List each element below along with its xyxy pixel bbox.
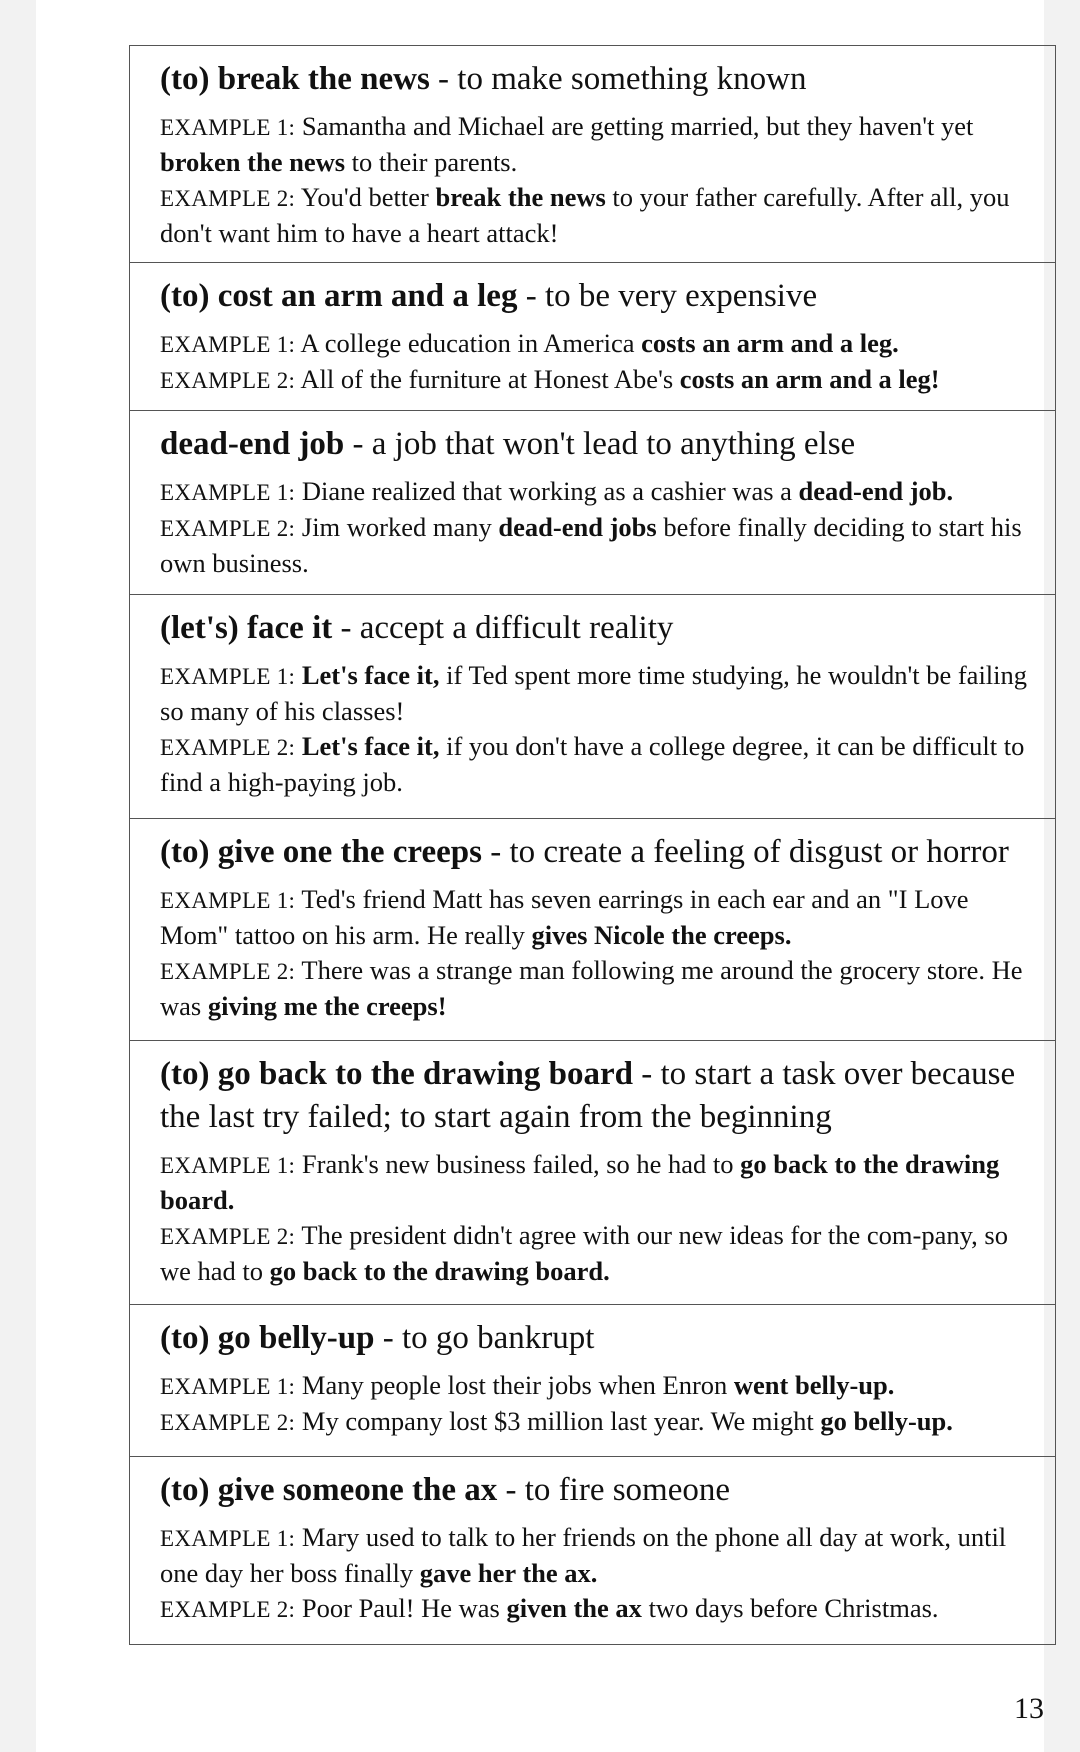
example-text: Many people lost their jobs when Enron [295, 1370, 734, 1400]
idiom-usage: gives Nicole the creeps. [531, 920, 792, 950]
example-text: two days before Christmas. [641, 1593, 939, 1623]
idiom-definition: - to create a feeling of disgust or horror [481, 834, 1009, 870]
idiom-usage: dead-end jobs [498, 512, 657, 542]
example-text: My company lost $3 million last year. We might [295, 1406, 821, 1436]
idiom-term: (to) go back to the drawing board [160, 1056, 634, 1092]
idiom-entry-break-the-news [130, 46, 1055, 262]
idiom-usage: broken the news [160, 147, 346, 177]
example-label: EXAMPLE 1: [160, 480, 296, 505]
example-2 [160, 362, 1041, 398]
example-label: EXAMPLE 1: [160, 1153, 296, 1178]
example-text: Samantha and Michael are getting married, but they haven't yet [295, 111, 974, 141]
example-2 [160, 953, 1041, 1024]
example-2 [160, 510, 1041, 581]
idiom-heading [160, 1317, 1041, 1360]
idiom-usage: go back to the drawing board. [269, 1256, 610, 1286]
idiom-entry-dead-end-job [130, 410, 1055, 594]
idiom-heading [160, 1053, 1041, 1139]
idiom-term: (to) go belly-up [160, 1320, 375, 1356]
example-text: All of the furniture at Honest Abe's [295, 364, 680, 394]
example-text [295, 731, 302, 761]
example-1 [160, 658, 1041, 729]
idiom-definition: - to fire someone [497, 1472, 731, 1508]
example-text: if Ted spent more time studying, he wouldn't be failing so many of his classes! [160, 660, 1028, 726]
example-text: if you don't have a college degree, it can be difficult to find a high-paying job. [160, 731, 1025, 797]
idiom-heading [160, 423, 1041, 466]
idiom-usage: break the news [435, 182, 606, 212]
idiom-usage: Let's face it, [301, 660, 440, 690]
example-1 [160, 326, 1041, 362]
example-label: EXAMPLE 2: [160, 368, 296, 393]
example-text: The president didn't agree with our new ideas for the com-pany, so we had to [160, 1220, 1008, 1286]
example-label: EXAMPLE 2: [160, 1597, 296, 1622]
example-label: EXAMPLE 2: [160, 959, 296, 984]
idiom-definition: - to make something known [429, 61, 807, 97]
example-text [295, 660, 302, 690]
example-label: EXAMPLE 1: [160, 664, 296, 689]
idiom-usage: dead-end job. [798, 476, 954, 506]
idiom-definition: - to start a task over because the last try failed; to start again from the beginning [160, 1056, 1016, 1135]
example-text: Mary used to talk to her friends on the phone all day at work, until one day her boss finally [160, 1522, 1007, 1588]
idiom-usage: costs an arm and a leg! [679, 364, 940, 394]
example-2 [160, 729, 1041, 800]
idiom-definition: - to be very expensive [517, 278, 818, 314]
idiom-definition: - accept a difficult reality [332, 610, 674, 646]
idiom-heading [160, 275, 1041, 318]
idiom-entry-cost-an-arm-and-a-leg [130, 262, 1055, 410]
idiom-heading [160, 607, 1041, 650]
idiom-term: (to) give someone the ax [160, 1472, 498, 1508]
idiom-usage: go back to the drawing board. [160, 1149, 1000, 1215]
example-label: EXAMPLE 2: [160, 735, 296, 760]
example-label: EXAMPLE 2: [160, 186, 296, 211]
idiom-heading [160, 831, 1041, 874]
idiom-usage: giving me the creeps! [207, 991, 447, 1021]
idiom-usage: Let's face it, [301, 731, 440, 761]
idiom-definition: - a job that won't lead to anything else [344, 426, 856, 462]
example-label: EXAMPLE 1: [160, 115, 296, 140]
idiom-term: (let's) face it [160, 610, 333, 646]
example-2 [160, 1591, 1041, 1627]
example-text: Jim worked many [295, 512, 499, 542]
idiom-term: dead-end job [160, 426, 345, 462]
idiom-usage: gave her the ax. [419, 1558, 598, 1588]
example-label: EXAMPLE 2: [160, 1410, 296, 1435]
example-label: EXAMPLE 2: [160, 516, 296, 541]
idiom-term: (to) give one the creeps [160, 834, 482, 870]
idiom-usage: given the ax [506, 1593, 642, 1623]
example-text: Diane realized that working as a cashier was a [295, 476, 799, 506]
example-2 [160, 1218, 1041, 1289]
idiom-entry-give-someone-the-ax [130, 1456, 1055, 1644]
example-label: EXAMPLE 2: [160, 1224, 296, 1249]
idiom-term: (to) break the news [160, 61, 430, 97]
idiom-usage: costs an arm and a leg. [641, 328, 899, 358]
example-1 [160, 1520, 1041, 1591]
example-1 [160, 1147, 1041, 1218]
example-1 [160, 1368, 1041, 1404]
idiom-usage: go belly-up. [820, 1406, 953, 1436]
idiom-table [129, 45, 1056, 1645]
example-text: to their parents. [345, 147, 518, 177]
example-text: There was a strange man following me around the grocery store. He was [160, 955, 1023, 1021]
example-text: Ted's friend Matt has seven earrings in each ear and an "I Love Mom" tattoo on his arm. He really [160, 884, 969, 950]
idiom-heading [160, 1469, 1041, 1512]
idiom-definition: - to go bankrupt [374, 1320, 595, 1356]
idiom-usage: went belly-up. [733, 1370, 895, 1400]
example-text: Poor Paul! He was [295, 1593, 507, 1623]
idiom-entry-face-it [130, 594, 1055, 818]
example-2 [160, 1404, 1041, 1440]
idiom-entry-go-belly-up [130, 1304, 1055, 1456]
page-number: 13 [1014, 1692, 1044, 1725]
example-text: before finally deciding to start his own business. [160, 512, 1022, 578]
example-1 [160, 109, 1041, 180]
example-1 [160, 474, 1041, 510]
example-2 [160, 180, 1041, 251]
book-page [36, 0, 1044, 1752]
example-text: to your father carefully. After all, you don't want him to have a heart attack! [160, 182, 1010, 248]
idiom-term: (to) cost an arm and a leg [160, 278, 518, 314]
example-label: EXAMPLE 1: [160, 888, 296, 913]
example-label: EXAMPLE 1: [160, 332, 296, 357]
idiom-entry-give-one-the-creeps [130, 818, 1055, 1040]
example-label: EXAMPLE 1: [160, 1526, 296, 1551]
idiom-entry-go-back-to-the-drawing-board [130, 1040, 1055, 1304]
example-text: Frank's new business failed, so he had to [295, 1149, 741, 1179]
example-text: A college education in America [295, 328, 642, 358]
example-1 [160, 882, 1041, 953]
example-label: EXAMPLE 1: [160, 1374, 296, 1399]
example-text: You'd better [295, 182, 436, 212]
idiom-heading [160, 58, 1041, 101]
